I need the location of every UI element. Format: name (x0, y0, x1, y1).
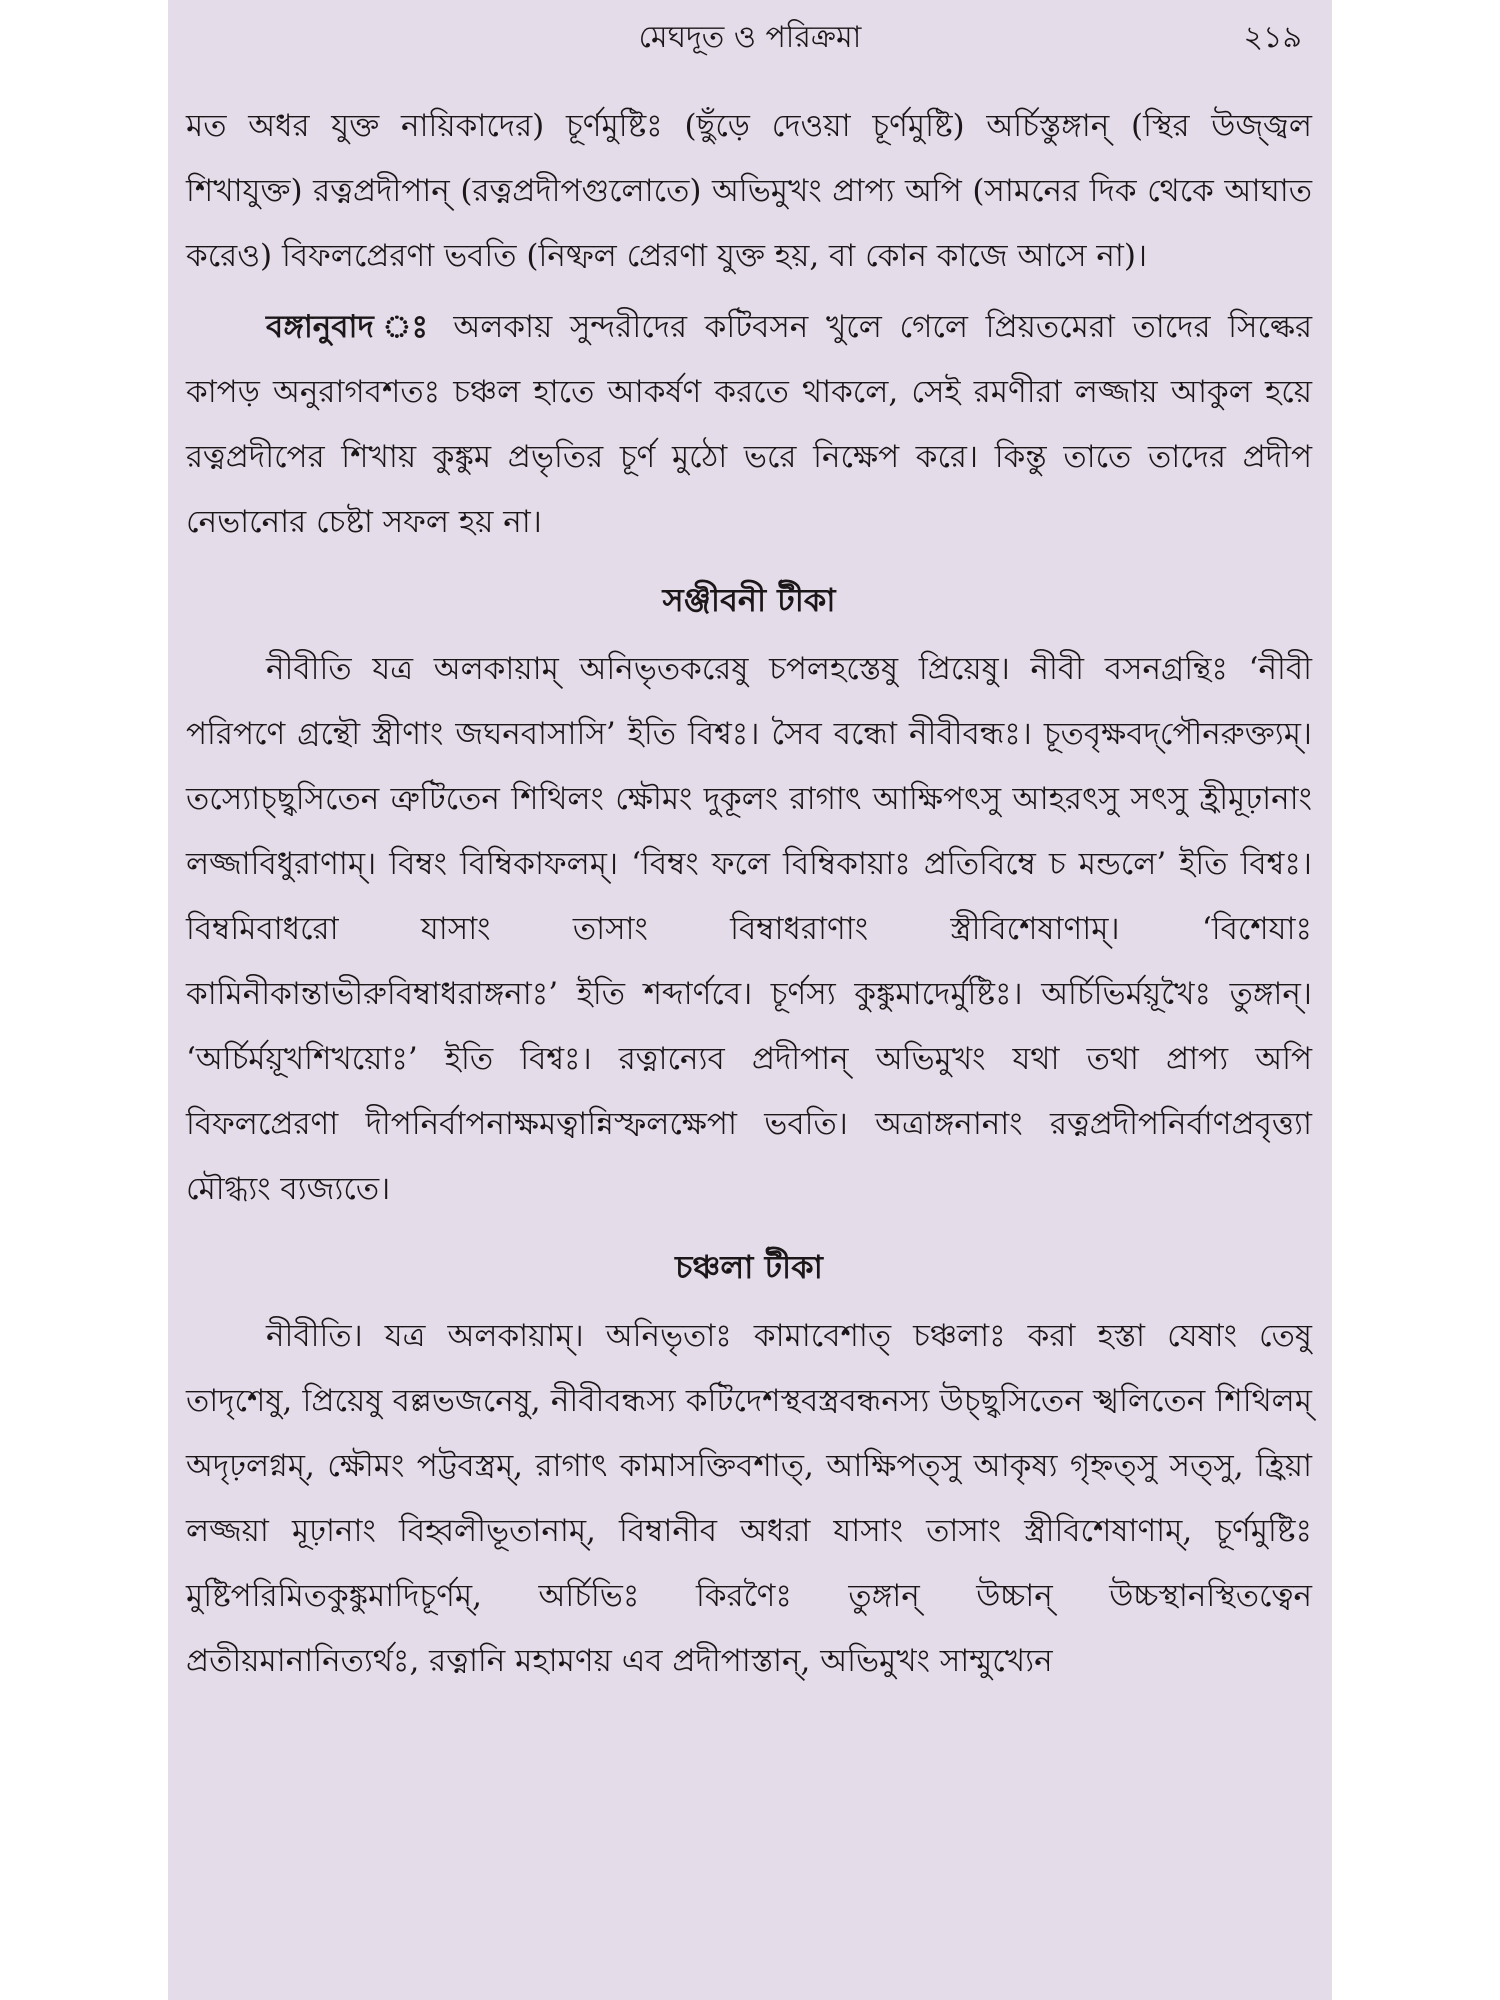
chanchala-paragraph: নীবীতি। যত্র অলকায়াম্। অনিভৃতাঃ কামাবেশাত্ চঞ্চলাঃ করা হস্তা যেষাং তেষু তাদৃশেষু, প্রিয়েষু বল্লভজনেষু, নীবীবন্ধস্য কটিদেশস্থবস্ত্রবন্ধনস্য উচ্ছ্বসিতেন স্খলিতেন শিথিলম্ অদৃঢ়লগ্নম্, ক্ষৌমং পট্টবস্ত্রম্, রাগাৎ কামাসক্তিবশাত্, আক্ষিপত্সু আকৃষ্য গৃহ্নত্সু সত্সু, হ্রিয়া লজ্জয়া মূঢ়ানাং বিহ্বলীভূতানাম্, বিম্বানীব অধরা যাসাং তাসাং স্ত্রীবিশেষাণাম্, চূর্ণমুষ্টিঃ মুষ্টিপরিমিতকুঙ্কুমাদিচূর্ণম্, অর্চিভিঃ কিরণৈঃ তুঙ্গান্ উচ্চান্ উচ্চস্থানস্থিতত্বেন প্রতীয়মানানিত্যর্থঃ, রত্নানি মহামণয় এব প্রদীপাস্তান্, অভিমুখং সাম্মুখ্যেন (186, 1318, 1312, 1679)
page-number: ২১৯ (1243, 20, 1302, 55)
page-body (186, 94, 1312, 1694)
translation-text: অলকায় সুন্দরীদের কটিবসন খুলে গেলে প্রিয়তমেরা তাদের সিল্কের কাপড় অনুরাগবশতঃ চঞ্চল হাতে আকর্ষণ করতে থাকলে, সেই রমণীরা লজ্জায় আকুল হয়ে রত্নপ্রদীপের শিখায় কুঙ্কুম প্রভৃতির চূর্ণ মুঠো ভরে নিক্ষেপ করে। কিন্তু তাতে তাদের প্রদীপ নেভানোর চেষ্টা সফল হয় না। (186, 309, 1312, 540)
translation-label: বঙ্গানুবাদ ঃ (266, 309, 436, 345)
sanjivani-heading: সঞ্জীবনী টীকা (662, 581, 836, 619)
running-title: মেঘদূত ও পরিক্রমা (638, 20, 862, 55)
running-header (168, 14, 1332, 62)
chanchala-heading: চঞ্চলা টীকা (675, 1248, 823, 1286)
intro-paragraph: মত অধর যুক্ত নায়িকাদের) চূর্ণমুষ্টিঃ (ছুঁড়ে দেওয়া চূর্ণমুষ্টি) অর্চিস্তুঙ্গান্ (স্থির উজ্জ্বল শিখাযুক্ত) রত্নপ্রদীপান্ (রত্নপ্রদীপগুলোতে) অভিমুখং প্রাপ্য অপি (সামনের দিক থেকে আঘাত করেও) বিফলপ্রেরণা ভবতি (নিষ্ফল প্রেরণা যুক্ত হয়, বা কোন কাজে আসে না)। (186, 108, 1312, 274)
sanjivani-paragraph: নীবীতি যত্র অলকায়াম্ অনিভৃতকরেষু চপলহস্তেষু প্রিয়েষু। নীবী বসনগ্রন্থিঃ ‘নীবী পরিপণে গ্রন্থৌ স্ত্রীণাং জঘনবাসাসি’ ইতি বিশ্বঃ। সৈব বন্ধো নীবীবন্ধঃ। চূতবৃক্ষবদ্‌পৌনরুক্ত্যম্। তস্যোচ্ছ্বসিতেন ত্রুটিতেন শিথিলং ক্ষৌমং দুকূলং রাগাৎ আক্ষিপৎসু আহরৎসু সৎসু হ্রীমূঢ়ানাং লজ্জাবিধুরাণাম্। বিম্বং বিম্বিকাফলম্। ‘বিম্বং ফলে বিম্বিকায়াঃ প্রতিবিম্বে চ মন্ডলে’ ইতি বিশ্বঃ। বিম্বমিবাধরো যাসাং তাসাং বিম্বাধরাণাং স্ত্রীবিশেষাণাম্। ‘বিশেযাঃ কামিনীকান্তাভীরুবিম্বাধরাঙ্গনাঃ’ ইতি শব্দার্ণবে। চূর্ণস্য কুঙ্কুমাদের্মুষ্টিঃ। অর্চিভির্ময়ূখৈঃ তুঙ্গান্। ‘অর্চির্ময়ূখশিখয়োঃ’ ইতি বিশ্বঃ। রত্নান্যেব প্রদীপান্ অভিমুখং যথা তথা প্রাপ্য অপি বিফলপ্রেরণা দীপনির্বাপনাক্ষমত্বান্নিস্ফলক্ষেপা ভবতি। অত্রাঙ্গনানাং রত্নপ্রদীপনির্বাণপ্রবৃত্ত্যা মৌগ্ধ্যং ব্যজ্যতে। (186, 651, 1312, 1207)
translation-paragraph (186, 295, 1312, 555)
book-page (168, 0, 1332, 2000)
